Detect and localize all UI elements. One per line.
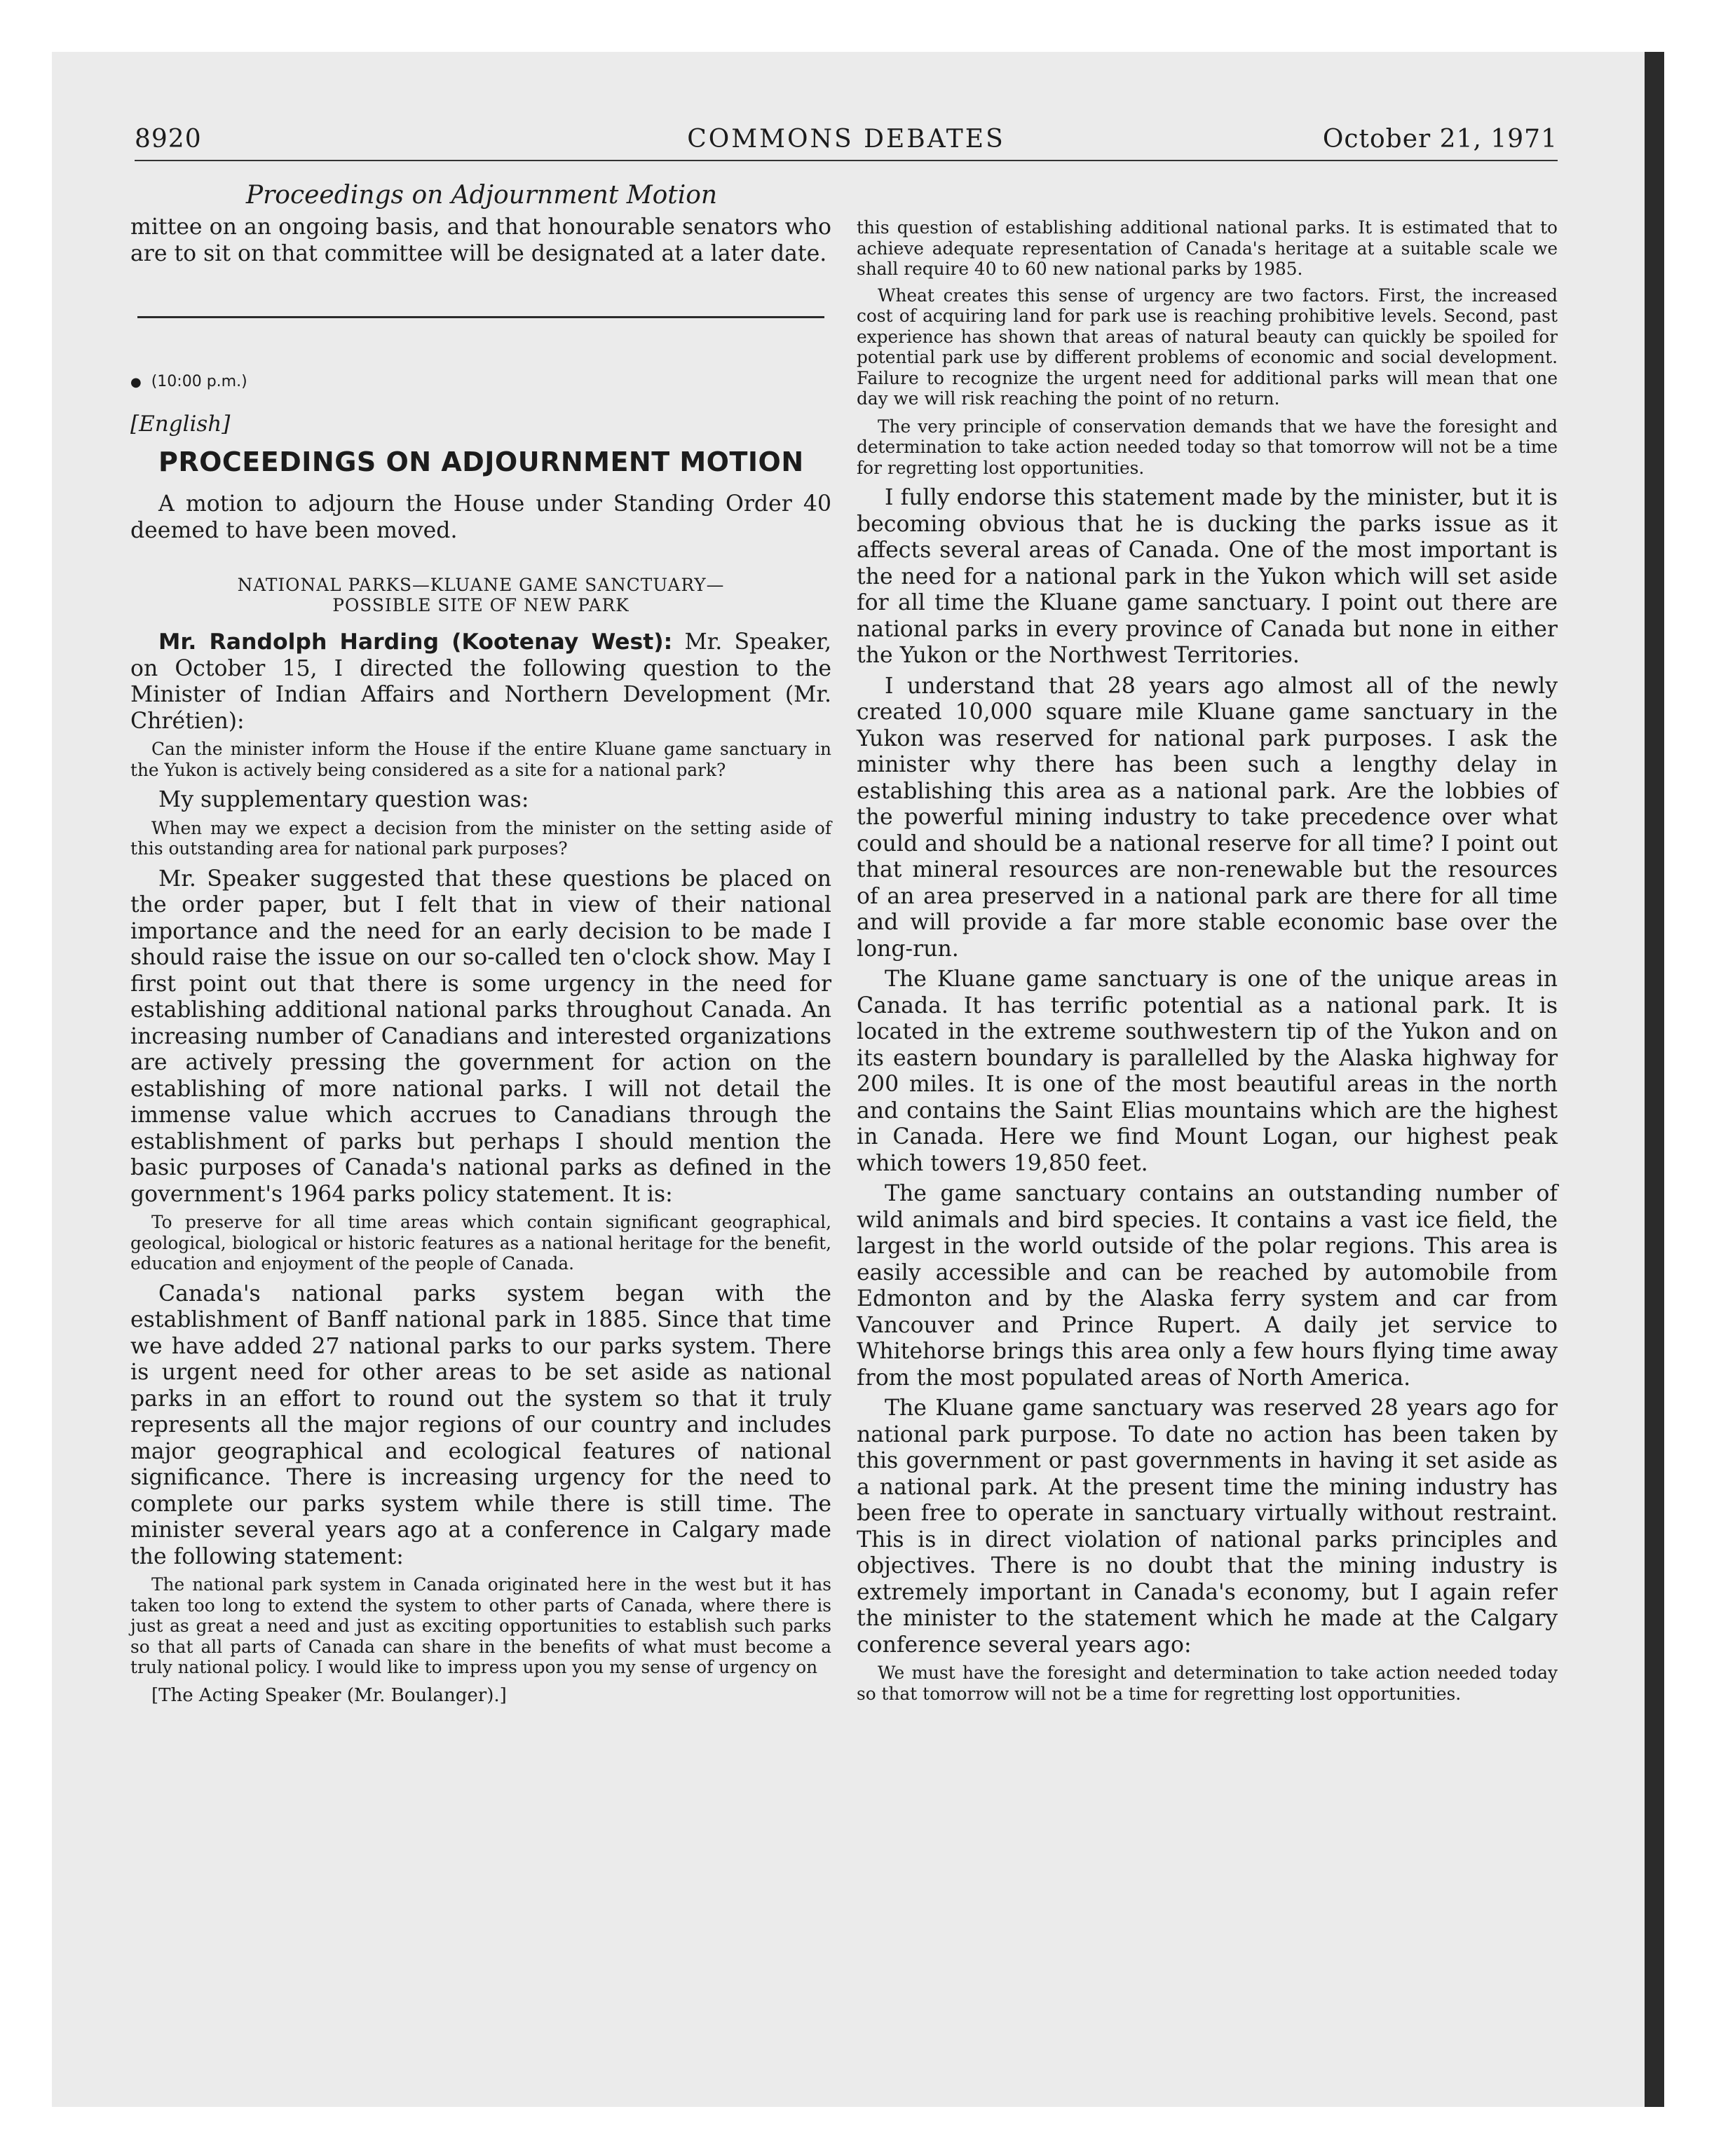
quote-continuation-2: Wheat creates this sense of urgency are two factors. First, the increased cost of acquiring land for park use is reaching prohibitive levels. Second, past experience has shown that areas of natural beauty can quickly be spoiled for potential park use by different problems of economic and social development. Failure to recognize the urgent need for additional parks will mean that one day we will risk reaching the point of no return. xyxy=(857,285,1558,409)
right-column xyxy=(857,217,1558,1711)
time-marker-text: (10:00 p.m.) xyxy=(151,373,247,390)
spacer xyxy=(130,548,831,575)
time-marker xyxy=(130,373,831,390)
right-paragraph-4: The game sanctuary contains an outstanding number of wild animals and bird species. It contains a vast ice field, the largest in the world outside of the polar regions. This area is easily accessible and can be reached by automobile from Edmonton and by the Alaska ferry system and car from Vancouver and Prince Rupert. A daily jet service to Whitehorse brings this area only a few hours flying time away from the most populated areas of North America. xyxy=(857,1181,1558,1391)
quote-continuation-3: The very principle of conservation demands that we have the foresight and determination to take action needed today so that tomorrow will not be a time for regretting lost opportunities. xyxy=(857,416,1558,478)
acting-speaker-note: [The Acting Speaker (Mr. Boulanger).] xyxy=(151,1684,507,1706)
right-paragraph-1: I fully endorse this statement made by the minister, but it is becoming obvious that he is ducking the parks issue as it affects several areas of Canada. One of the most important is the need for a national park in the Yukon which will set aside for all time the Kluane game sanctuary. I point out there are national parks in every province of Canada but none in either the Yukon or the Northwest Territories. xyxy=(857,485,1558,668)
running-head: Proceedings on Adjournment Motion xyxy=(245,181,718,210)
publication-date: October 21, 1971 xyxy=(1322,125,1558,153)
section-title: PROCEEDINGS ON ADJOURNMENT MOTION xyxy=(158,446,804,477)
motion-paragraph: A motion to adjourn the House under Standing Order 40 deemed to have been moved. xyxy=(130,491,831,543)
speaker-text: Mr. Speaker, on October 15, I directed the following question to the Minister of Indian Affairs and Northern Development (Mr. Chrétien): xyxy=(130,629,831,734)
final-quote: We must have the foresight and determination to take action needed today so that tomorrow will not be a time for regretting lost opportunities. xyxy=(857,1663,1558,1704)
page-number: 8920 xyxy=(135,125,202,153)
debate-subheading xyxy=(130,575,831,615)
publication-title: COMMONS DEBATES xyxy=(687,125,1005,153)
left-paragraph-2: Canada's national parks system began with the establishment of Banff national park in 1885. Since that time we have added 27 national parks to our parks system. There is urgent need for other areas to be set aside as national parks in an effort to round out the system so that it truly represents all the major regions of our country and includes major geographical and ecological features of national significance. There is increasing urgency for the need to complete our parks system while there is still time. The minister several years ago at a conference in Calgary made the following statement: xyxy=(130,1281,831,1569)
quote-continuation-1: this question of establishing additional national parks. It is estimated that to achieve adequate representation of Canada's heritage at a suitable scale we shall require 40 to 60 new national parks by 1985. xyxy=(857,217,1558,279)
right-paragraph-5: The Kluane game sanctuary was reserved 28 years ago for national park purpose. To date no action has been taken by this government or past governments in having it set aside as a national park. At the present time the mining industry has been free to operate in sanctuary virtually without restraint. This is in direct violation of national parks principles and objectives. There is no doubt that the mining industry is extremely important in Canada's economy, but I again refer the minister to the statement which he made at the Calgary conference several years ago: xyxy=(857,1396,1558,1658)
speaker-name: Mr. Randolph Harding (Kootenay West): xyxy=(158,629,673,655)
language-tag: [English] xyxy=(130,411,231,437)
question-1-quote: Can the minister inform the House if the entire Kluane game sanctuary in the Yukon is actively being considered as a site for a national park? xyxy=(130,739,831,780)
speaker-paragraph xyxy=(130,629,831,735)
subheading-line-2: POSSIBLE SITE OF NEW PARK xyxy=(332,595,630,615)
right-paragraph-3: The Kluane game sanctuary is one of the unique areas in Canada. It has terrific potential as a national park. It is located in the extreme southwestern tip of the Yukon and on its eastern boundary is parallelled by the Alaska highway for 200 miles. It is one of the most beautiful areas in the north and contains the Saint Elias mountains which are the highest in Canada. Here we find Mount Logan, our highest peak which towers 19,850 feet. xyxy=(857,967,1558,1176)
continuation-paragraph: mittee on an ongoing basis, and that honourable senators who are to sit on that committee will be designated at a later date. xyxy=(130,214,831,266)
subheading-line-1: NATIONAL PARKS—KLUANE GAME SANCTUARY— xyxy=(237,575,725,595)
left-column xyxy=(130,214,831,1710)
section-divider xyxy=(137,316,824,318)
question-2-quote: When may we expect a decision from the minister on the setting aside of this outstanding area for national park purposes? xyxy=(130,817,831,859)
policy-quote: To preserve for all time areas which contain significant geographical, geological, biological or historic features as a national heritage for the benefit, education and enjoyment of the people of Canada. xyxy=(130,1212,831,1274)
minister-quote: The national park system in Canada originated here in the west but it has taken too long to extend the system to other parts of Canada, where there is just as great a need and just as exciting opportunities to establish such parks so that all parts of Canada can share in the benefits of what must become a truly national policy. I would like to impress upon you my sense of urgency on xyxy=(130,1574,831,1677)
header-rule xyxy=(135,160,1558,161)
bullet-icon: ● xyxy=(130,375,142,390)
left-paragraph-1: Mr. Speaker suggested that these questions be placed on the order paper, but I felt that in view of their national importance and the need for an early decision to be made I should raise the issue on our so-called ten o'clock show. May I first point out that there is some urgency in the need for establishing additional national parks throughout Canada. An increasing number of Canadians and interested organizations are actively pressing the government for action on the establishing of more national parks. I will not detail the immense value which accrues to Canadians through the establishment of parks but perhaps I should mention the basic purposes of Canada's national parks as defined in the government's 1964 parks policy statement. It is: xyxy=(130,866,831,1207)
supplementary-intro: My supplementary question was: xyxy=(158,787,529,812)
right-paragraph-2: I understand that 28 years ago almost all of the newly created 10,000 square mile Kluane game sanctuary in the Yukon was reserved for national park purposes. I ask the minister why there has been such a lengthy delay in establishing this area as a national park. Are the lobbies of the powerful mining industry to take precedence over what could and should be a national reserve for all time? I point out that mineral resources are non-renewable but the resources of an area preserved in a national park are there for all time and will provide a far more stable economic base over the long-run. xyxy=(857,673,1558,962)
scan-edge-shadow xyxy=(1645,52,1664,2107)
